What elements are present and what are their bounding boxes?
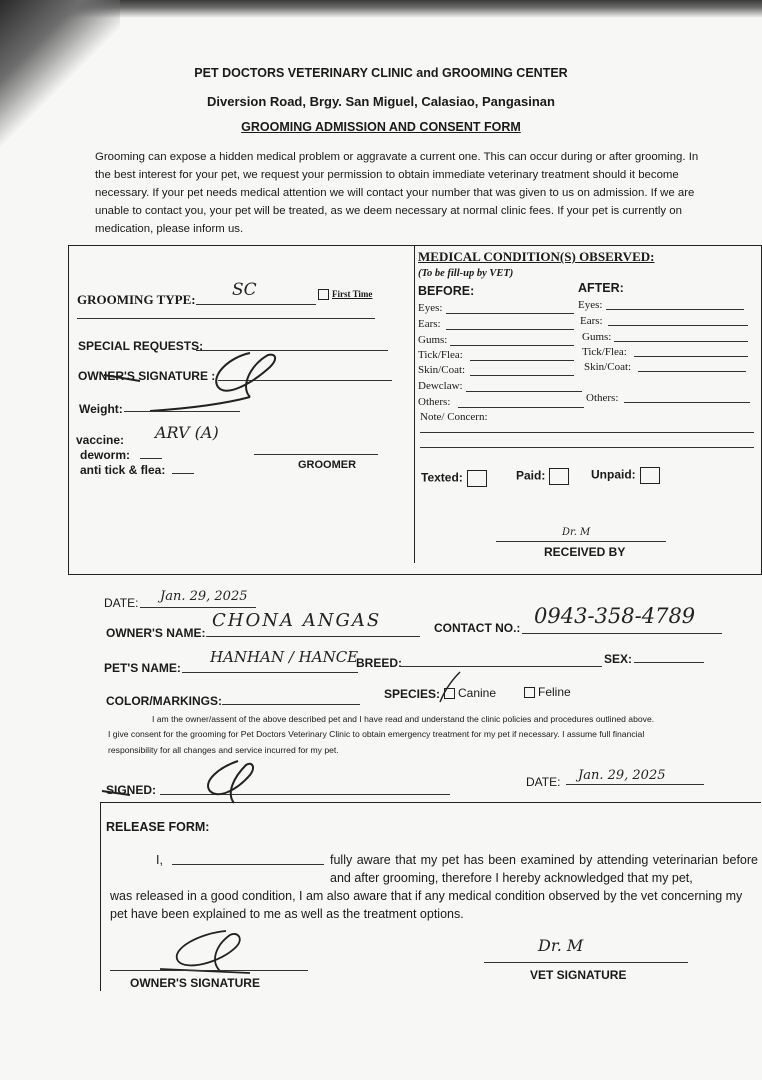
release-vet-sig-line [484,962,688,963]
grooming-type-line [196,304,316,305]
after-skin-line [638,371,746,372]
sex-line [634,662,704,663]
pet-name-line [182,672,358,673]
deworm-label: deworm: [80,448,131,462]
clinic-address: Diversion Road, Brgy. San Miguel, Calasiao, Pangasinan [207,94,555,109]
antitick-line [172,473,194,474]
date2-value[interactable]: Jan. 29, 2025 [578,768,666,783]
pet-name-value[interactable]: HANHAN / HANCE [210,648,359,666]
release-body-2: fully aware that my pet has been examined by attending veterinarian before and after grooming, therefore I hereby acknowledged that my pet, [330,853,758,885]
paid-label: Paid: [516,468,546,483]
release-owner-sig-label: OWNER'S SIGNATURE [130,976,260,990]
after-eyes-line [606,309,744,310]
paid-option[interactable] [516,468,569,485]
before-dewclaw-line [466,391,582,392]
unpaid-checkbox[interactable] [640,467,660,484]
before-dewclaw: Dewclaw: [418,380,463,392]
canine-check-mark [438,668,468,708]
weight-line [124,411,240,412]
first-time-checkbox[interactable] [318,289,329,300]
after-eyes: Eyes: [578,299,603,311]
consent-line-2: I give consent for the grooming for Pet Doctors Veterinary Clinic to obtain emergency treatment for my pet if necessary. I assume full financial [108,729,645,739]
texted-label: Texted: [421,470,463,485]
grooming-type-label: GROOMING TYPE: [77,292,196,307]
owner-signature-mark [100,345,300,415]
feline-checkbox[interactable] [524,687,535,698]
date-value[interactable]: Jan. 29, 2025 [160,589,248,604]
after-gums-line [614,341,748,342]
contact-value[interactable]: 0943-358-4789 [534,604,696,628]
release-body-3: was released in a good condition, I am also aware that if any medical condition observed by the vet concerning my pet have been explained to me as well as the treatment options. [110,889,743,921]
weight-label: Weight: [79,402,123,416]
special-requests-label: SPECIAL REQUESTS: [78,339,204,353]
consent-line-1: I am the owner/assent of the above described pet and I have read and understand the clinic policies and procedures outlined above. [152,714,655,724]
consent-line-3: responsibility for all changes and service incurred for my pet. [108,745,339,755]
after-others: Others: [586,392,619,404]
medical-title: MEDICAL CONDITION(S) OBSERVED: [418,249,655,264]
groomer-label: GROOMER [298,459,357,471]
owner-signature-label: OWNER'S SIGNATURE : [78,369,216,383]
pet-name-label: PET'S NAME: [104,661,181,675]
antitick-label: anti tick & flea: [80,463,166,477]
owner-name-label: OWNER'S NAME: [106,626,206,640]
unpaid-option[interactable] [591,467,660,484]
before-gums: Gums: [418,334,448,346]
before-ears: Ears: [418,318,441,330]
first-time-option[interactable] [318,289,372,300]
release-body [330,851,758,887]
breed-line [400,666,602,667]
received-by-value[interactable]: Dr. M [562,527,591,538]
after-gums: Gums: [582,331,612,343]
before-tick-line [470,360,574,361]
before-ears-line [446,329,574,330]
received-by-line [496,541,666,542]
before-skin-line [470,375,574,376]
vaccine-label: vaccine: [76,433,125,447]
date-line [140,607,256,608]
groomer-line [254,454,378,455]
before-tick: Tick/Flea: [418,349,463,361]
before-eyes-line [446,313,574,314]
clinic-name: PET DOCTORS VETERINARY CLINIC and GROOMING CENTER [194,66,568,80]
deworm-line [140,458,162,459]
before-eyes: Eyes: [418,302,443,314]
after-tick-line [634,356,748,357]
species-label: SPECIES: [384,687,441,701]
grooming-type-value[interactable]: SC [232,280,257,300]
release-owner-signature-mark [150,925,260,975]
note-label: Note/ Concern: [420,411,488,423]
after-skin: Skin/Coat: [584,361,632,373]
before-gums-line [450,345,574,346]
box-divider [414,246,415,563]
release-vet-sig-label: VET SIGNATURE [530,968,627,982]
after-others-line [624,402,750,403]
release-title: RELEASE FORM: [106,820,210,834]
date2-label: DATE: [526,775,561,789]
before-skin: Skin/Coat: [418,364,466,376]
paid-checkbox[interactable] [549,468,569,485]
date2-line [566,784,704,785]
color-label: COLOR/MARKINGS: [106,694,222,708]
feline-option[interactable] [524,685,571,699]
form-title: GROOMING ADMISSION AND CONSENT FORM [241,120,521,134]
grooming-type-line-2 [77,318,375,319]
before-label: BEFORE: [418,284,475,298]
vaccine-value[interactable]: ARV (A) [155,423,219,442]
note-line-1 [420,432,754,433]
received-by-label: RECEIVED BY [544,545,626,559]
breed-label: BREED: [356,656,403,670]
canine-label: Canine [458,686,497,700]
feline-label: Feline [538,685,571,699]
intro-paragraph: Grooming can expose a hidden medical problem or aggravate a current one. This can occur during or after grooming. In the best interest for your pet, we request your permission to obtain immediate veterinary treatment should it become necessary. If your pet needs medical attention we will contact your number that was given to us on admission. If we are unable to contact you, your pet will be treated, as we deem necessary at normal clinic fees. If your pet is currently on medication, please inform us. [95,151,699,235]
date-label: DATE: [104,596,139,610]
owner-name-value[interactable]: CHONA ANGAS [212,610,382,631]
owner-name-line [206,636,420,637]
before-others-line [458,407,584,408]
unpaid-label: Unpaid: [591,467,636,482]
after-tick: Tick/Flea: [582,346,627,358]
texted-checkbox[interactable] [467,470,487,487]
release-name-line [172,864,324,865]
sex-label: SEX: [604,652,633,666]
release-owner-sig-line [110,970,308,971]
note-line-2 [420,447,754,448]
contact-line [522,633,722,634]
first-time-label: First Time [332,289,373,299]
before-others: Others: [418,396,451,408]
signed-label: SIGNED: [106,783,157,797]
color-line [222,704,360,705]
texted-option[interactable] [421,470,487,487]
contact-label: CONTACT NO.: [434,621,521,635]
release-vet-signature-value[interactable]: Dr. M [538,936,584,955]
after-ears-line [608,325,748,326]
medical-subtitle: (To be fill-up by VET) [418,268,514,279]
after-ears: Ears: [580,315,603,327]
after-label: AFTER: [578,281,624,295]
release-i: I, [156,853,163,867]
